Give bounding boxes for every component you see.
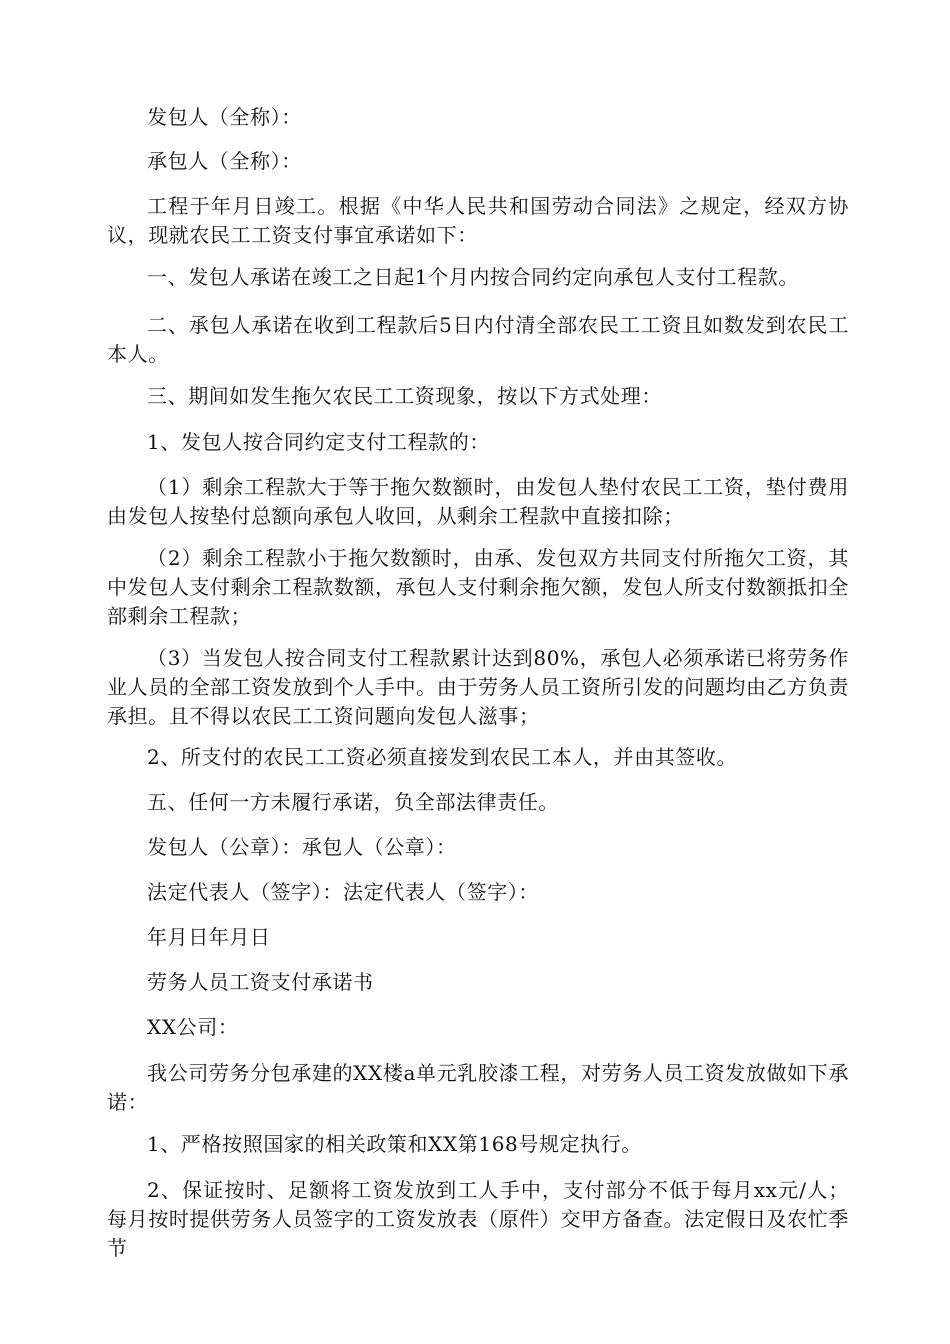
date-line: 年月日年月日 <box>147 925 271 949</box>
second-document-title: 劳务人员工资支付承诺书 <box>147 970 374 994</box>
clause-three-sub-2: （2）剩余工程款小于拖欠数额时，由承、发包双方共同支付所拖欠工资，其中发包人支付剩余工程款数额，承包人支付剩余拖欠额，发包人所支付数额抵扣全部剩余工程款； <box>107 546 849 628</box>
clause-three-item-1: 1、发包人按合同约定支付工程款的： <box>147 430 490 454</box>
seal-line: 发包人（公章）：承包人（公章）： <box>147 835 457 859</box>
addressee-line: XX公司： <box>147 1015 239 1039</box>
clause-three-sub-1: （1）剩余工程款大于等于拖欠数额时，由发包人垫付农民工工资，垫付费用由发包人按垫付总额向承包人收回，从剩余工程款中直接扣除； <box>107 475 849 528</box>
clause-three: 三、期间如发生拖欠农民工工资现象，按以下方式处理： <box>147 384 662 408</box>
clause-five: 五、任何一方未履行承诺，负全部法律责任。 <box>147 790 559 814</box>
pledge-item-1: 1、严格按照国家的相关政策和XX第168号规定执行。 <box>147 1132 642 1156</box>
clause-one: 一、发包人承诺在竣工之日起1个月内按合同约定向承包人支付工程款。 <box>147 265 799 289</box>
subcontractor-party-line: 承包人（全称）： <box>147 149 302 173</box>
pledge-intro: 我公司劳务分包承建的XX楼a单元乳胶漆工程，对劳务人员工资发放做如下承诺： <box>107 1061 849 1114</box>
signature-line: 法定代表人（签字）：法定代表人（签字）： <box>147 880 539 904</box>
clause-three-item-2: 2、所支付的农民工工资必须直接发到农民工本人，并由其签收。 <box>147 745 738 769</box>
clause-two: 二、承包人承诺在收到工程款后5日内付清全部农民工工资且如数发到农民工本人。 <box>107 313 849 366</box>
intro-paragraph: 工程于年月日竣工。根据《中华人民共和国劳动合同法》之规定，经双方协议，现就农民工工资支付事宜承诺如下： <box>107 194 849 247</box>
pledge-item-2: 2、保证按时、足额将工资发放到工人手中，支付部分不低于每月xx元/人；每月按时提供劳务人员签字的工资发放表（原件）交甲方备查。法定假日及农忙季节 <box>107 1178 849 1260</box>
contractor-party-line: 发包人（全称）： <box>147 105 302 129</box>
clause-three-sub-3: （3）当发包人按合同支付工程款累计达到80%，承包人必须承诺已将劳务作业人员的全部工资发放到个人手中。由于劳务人员工资所引发的问题均由乙方负责承担。且不得以农民工工资问题向发包人滋事； <box>107 646 849 728</box>
